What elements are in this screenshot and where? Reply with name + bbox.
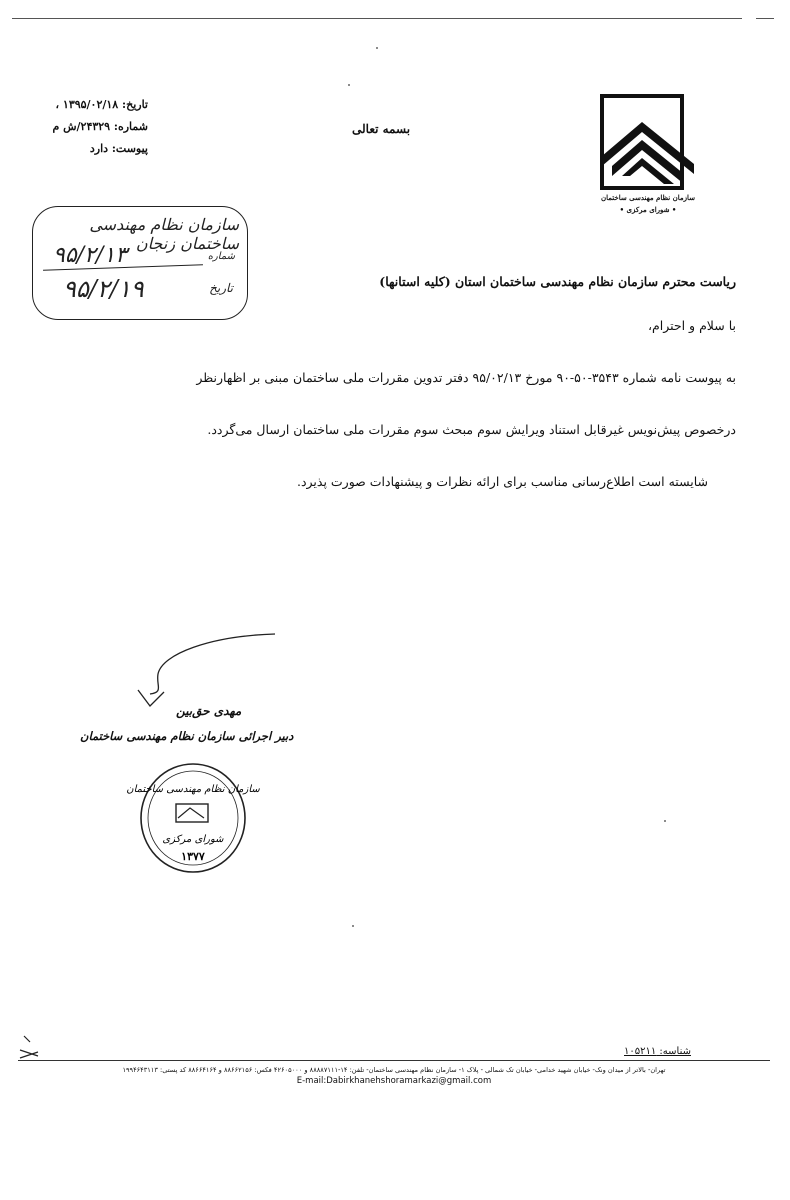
top-divider <box>12 18 742 19</box>
letter-number: شماره: ۲۴۳۲۹/ش م <box>52 120 148 133</box>
scan-speck <box>348 84 350 86</box>
scan-speck <box>352 925 354 927</box>
stamp-number-label: شماره <box>207 251 235 262</box>
footer-email: E-mail:Dabirkhanehshoramarkazi@gmail.com <box>296 1076 492 1086</box>
letter-paragraph-2: شایسته است اطلاع‌رسانی مناسب برای ارائه نظرات و پیشنهادات صورت پذیرد. <box>296 474 708 489</box>
footer-divider <box>18 1060 770 1061</box>
seal-emblem-icon <box>176 804 208 822</box>
letter-paragraph-1-line-1: به پیوست نامه شماره ۳۵۴۳-۵۰-۹۰ مورخ ۹۵/۰۲/۱۳ دفتر تدوین مقررات ملی ساختمان مبنی بر اظهارنظر <box>196 370 736 385</box>
footer-address: تهران- بالاتر از میدان ونک- خیابان شهید خدامی- خیابان تک شمالی - پلاک ۱- سازمان نظام مهندسی ساختمان- تلفن: ۱۴-۸۸۸۸۷۱۱۱ و ۴۲۶۰۵۰۰۰ فکس: ۸۸۶۶۲۱۵۶ و ۸۸۶۶۴۱۶۴ کد پستی: ۱۹۹۴۶۴۳۱۱۳ <box>122 1066 666 1074</box>
top-divider-segment <box>756 18 774 19</box>
handwritten-mark-icon <box>16 1032 42 1060</box>
letter-addressee: ریاست محترم سازمان نظام مهندسی ساختمان استان (کلیه استانها) <box>379 274 736 289</box>
stamp-number-value: ۹۵/۲/۱۳ <box>53 243 127 268</box>
organization-logo-icon <box>598 94 698 194</box>
stamp-org: سازمان نظام مهندسی ساختمان زنجان <box>89 215 239 253</box>
letter-attachment: پیوست: دارد <box>89 142 148 155</box>
letter-paragraph-1-line-2: درخصوص پیش‌نویس غیرقابل استناد ویرایش سوم مبحث سوم مقررات ملی ساختمان ارسال می‌گردد. <box>207 422 736 437</box>
signatory-name: مهدی حق‌بین <box>176 704 242 718</box>
official-seal <box>126 762 260 874</box>
received-stamp <box>32 206 248 320</box>
seal-year: ۱۳۷۷ <box>181 850 205 863</box>
seal-bottom-text: شورای مرکزی <box>162 834 224 845</box>
bismillah: بسمه تعالی <box>352 122 411 136</box>
handwritten-signature-icon <box>130 630 280 710</box>
signatory-title: دبیر اجرائی سازمان نظام مهندسی ساختمان <box>80 729 294 743</box>
logo-caption: سازمان نظام مهندسی ساختمان • شورای مرکزی • <box>600 193 696 214</box>
footer-doc-id: شناسه: ۱۰۵۲۱۱ <box>624 1046 691 1057</box>
scan-speck <box>664 820 666 822</box>
stamp-date-value: ۹۵/۲/۱۹ <box>63 275 144 303</box>
stamp-date-label: تاریخ <box>209 281 233 295</box>
letter-meta <box>8 94 148 160</box>
letter-greeting: با سلام و احترام، <box>647 318 736 333</box>
scan-speck <box>376 47 378 49</box>
letter-date: تاریخ: ۱۳۹۵/۰۲/۱۸ ، <box>55 98 148 111</box>
seal-top-text: سازمان نظام مهندسی ساختمان <box>126 784 260 795</box>
